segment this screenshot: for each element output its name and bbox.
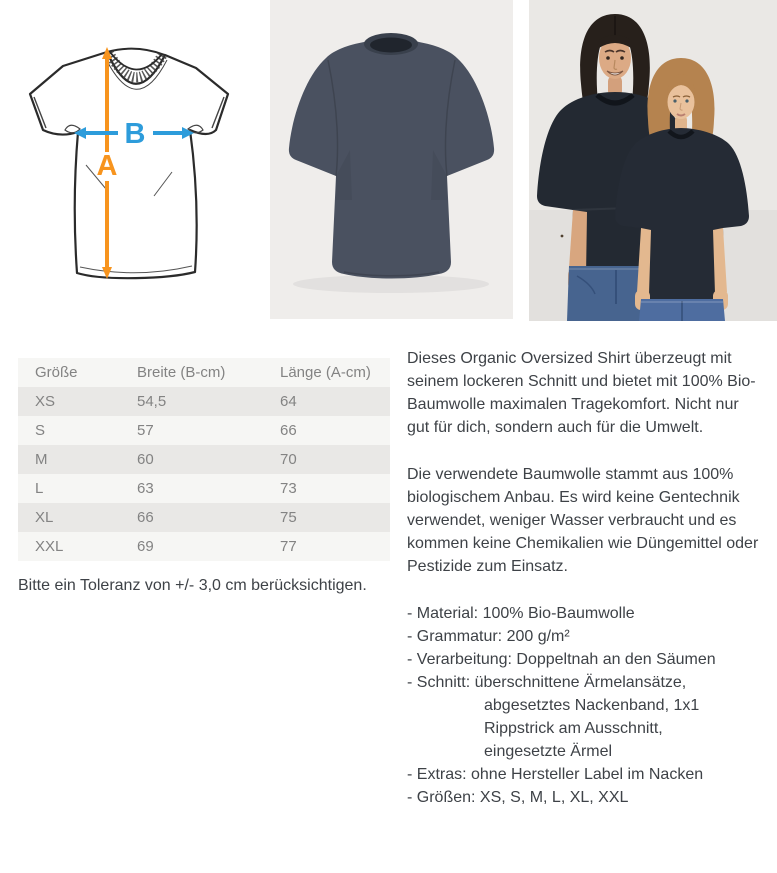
size-value: 64 (280, 393, 297, 410)
size-label: M (35, 451, 48, 468)
size-value: 75 (280, 509, 297, 526)
size-value: 60 (137, 451, 154, 468)
table-row (18, 387, 390, 416)
col-header-groesse: Größe (35, 364, 78, 381)
size-value: 54,5 (137, 393, 167, 410)
models-photo (529, 0, 777, 321)
table-row (18, 445, 390, 474)
size-label: XXL (35, 538, 64, 555)
spec-line: - Grammatur: 200 g/m² (407, 628, 570, 645)
table-row (18, 474, 390, 503)
measurement-diagram (18, 22, 240, 307)
tshirt-outline-drawing (18, 22, 240, 307)
table-row (18, 416, 390, 445)
spec-line: - Verarbeitung: Doppeltnah an den Säumen (407, 651, 716, 668)
spec-line: - Schnitt: überschnittene Ärmelansätze, (407, 674, 687, 691)
spec-line: eingesetzte Ärmel (484, 743, 613, 760)
spec-list (407, 602, 761, 809)
label-a: A (96, 150, 118, 182)
size-label: XS (35, 393, 56, 410)
spec-line: - Material: 100% Bio-Baumwolle (407, 605, 635, 622)
spec-line: - Größen: XS, S, M, L, XL, XXL (407, 789, 629, 806)
description-paragraph-1: Dieses Organic Oversized Shirt überzeugt mit seinem lockeren Schnitt und bietet mit 100% Bio-Baumwolle maximalen Tragekomfort. Nicht nur gut für dich, sondern auch für die Umwelt. (407, 350, 756, 436)
size-label: XL (35, 509, 54, 526)
size-value: 63 (137, 480, 154, 497)
label-b: B (124, 118, 146, 150)
size-value: 77 (280, 538, 297, 555)
size-value: 57 (137, 422, 154, 439)
oversized-shirt-front-image (270, 0, 513, 319)
size-table-header-row (18, 358, 390, 387)
spec-line: abgesetztes Nackenband, 1x1 (484, 697, 700, 714)
description-paragraph-2: Die verwendete Baumwolle stammt aus 100% biologischem Anbau. Es wird keine Gentechnik verwendet, weniger Wasser verbraucht und es kommen keine Chemikalien wie Düngemittel oder Pestizide zum Einsatz. (407, 466, 759, 575)
size-value: 70 (280, 451, 297, 468)
size-table-body (18, 387, 390, 561)
product-photo (270, 0, 513, 319)
size-value: 69 (137, 538, 154, 555)
size-label: L (35, 480, 44, 497)
table-row (18, 532, 390, 561)
size-table (18, 358, 390, 561)
spec-line: - Extras: ohne Hersteller Label im Nacken (407, 766, 704, 783)
size-value: 73 (280, 480, 297, 497)
col-header-laenge: Länge (A-cm) (280, 364, 371, 381)
size-value: 66 (280, 422, 297, 439)
col-header-breite: Breite (B-cm) (137, 364, 226, 381)
product-description (407, 347, 761, 809)
table-row (18, 503, 390, 532)
tolerance-note: Bitte ein Toleranz von +/- 3,0 cm berücksichtigen. (18, 577, 367, 594)
models-wearing-shirts-image (529, 0, 777, 321)
size-label: S (35, 422, 46, 439)
size-value: 66 (137, 509, 154, 526)
spec-line: Rippstrick am Ausschnitt, (484, 720, 663, 737)
